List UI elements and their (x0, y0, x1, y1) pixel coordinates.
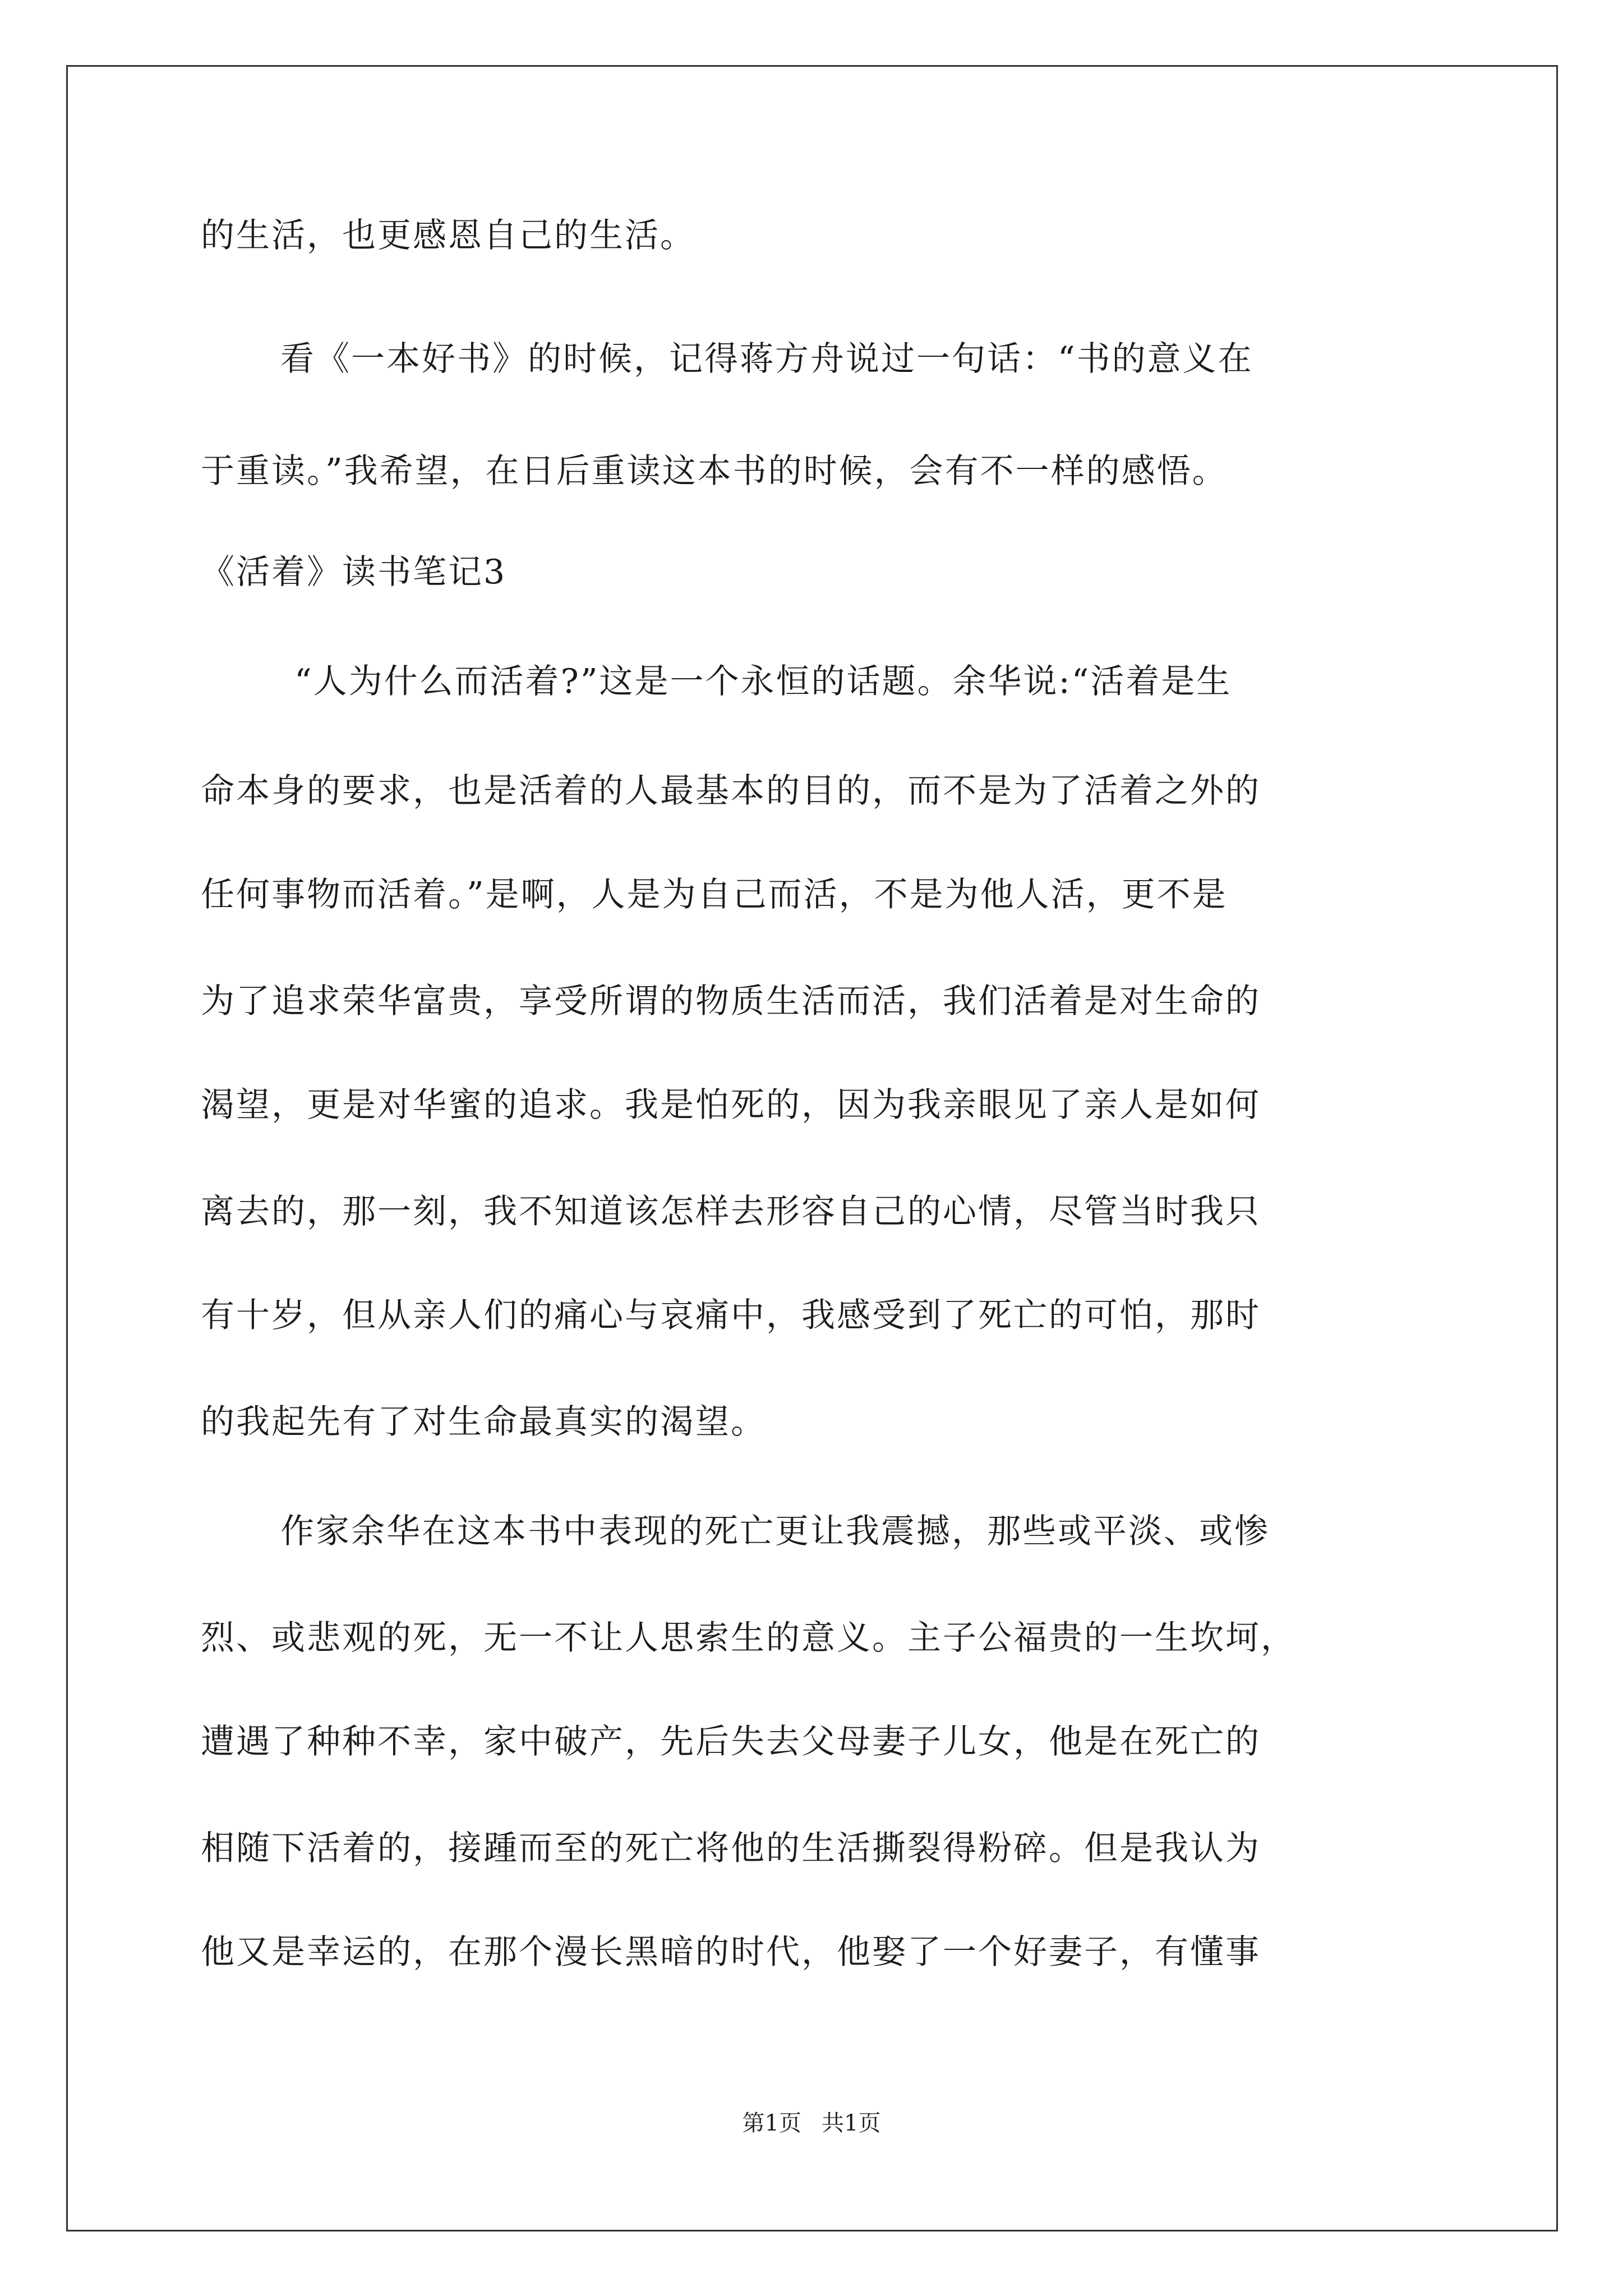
text-line: 有十岁，但从亲人们的痛心与哀痛中，我感受到了死亡的可怕，那时 (201, 1296, 1261, 1335)
text-line: 相随下活着的，接踵而至的死亡将他的生活撕裂得粉碎。但是我认为 (201, 1829, 1261, 1868)
text-line: 任何事物而活着。”是啊，人是为自己而活，不是为他人活，更不是 (201, 875, 1228, 914)
text-line: 命本身的要求，也是活着的人最基本的目的，而不是为了活着之外的 (201, 771, 1261, 811)
text-line: 的生活，也更感恩自己的生活。 (201, 216, 695, 255)
text-line: 看《一本好书》的时候，记得蒋方舟说过一句话：“书的意义在 (280, 339, 1253, 379)
page-total: 共1页 (822, 2110, 881, 2136)
page-number: 第1页 (742, 2110, 801, 2136)
text-line: 于重读。”我希望，在日后重读这本书的时候，会有不一样的感悟。 (201, 452, 1228, 491)
text-line: 的我起先有了对生命最真实的渴望。 (201, 1402, 766, 1442)
text-line: 烈、或悲观的死，无一不让人思索生的意义。主子公福贵的一生坎坷， (201, 1618, 1296, 1658)
section-heading: 《活着》读书笔记3 (201, 553, 507, 592)
page-footer (0, 2109, 1623, 2137)
text-line: 为了追求荣华富贵，享受所谓的物质生活而活，我们活着是对生命的 (201, 982, 1261, 1021)
text-line: “人为什么而活着?”这是一个永恒的话题。余华说:“活着是生 (294, 662, 1232, 701)
page-border (66, 65, 1558, 2231)
text-line: 离去的，那一刻，我不知道该怎样去形容自己的心情，尽管当时我只 (201, 1192, 1261, 1231)
text-line: 他又是幸运的，在那个漫长黑暗的时代，他娶了一个好妻子，有懂事 (201, 1932, 1261, 1972)
text-line: 作家余华在这本书中表现的死亡更让我震撼，那些或平淡、或惨 (280, 1512, 1270, 1551)
text-line: 渴望，更是对华蜜的追求。我是怕死的，因为我亲眼见了亲人是如何 (201, 1085, 1261, 1125)
text-line: 遭遇了种种不幸，家中破产，先后失去父母妻子儿女，他是在死亡的 (201, 1722, 1261, 1761)
